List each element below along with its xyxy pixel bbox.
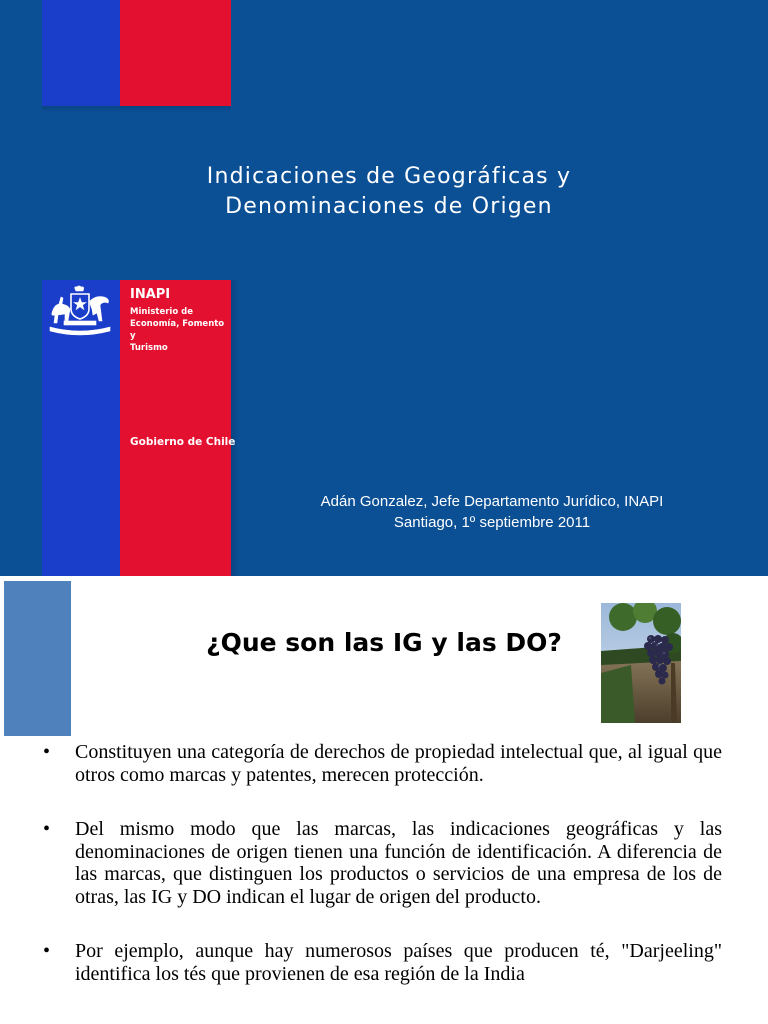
inapi-name: INAPI	[130, 287, 171, 302]
ministry-line-2: Economía, Fomento y	[130, 319, 225, 341]
bullet-marker: •	[43, 818, 51, 840]
slide-title-line-2: Denominaciones de Origen	[225, 194, 553, 219]
flag-shadow	[42, 106, 231, 112]
list-item	[0, 741, 768, 786]
flag-blue-block	[42, 0, 120, 106]
government-label: Gobierno de Chile	[130, 436, 236, 448]
chile-coat-of-arms-icon	[46, 285, 114, 337]
ministry-line-3: Turismo	[130, 343, 168, 353]
flag-red-block	[120, 0, 231, 106]
list-item	[0, 940, 768, 985]
ministry-line-1: Ministerio de	[130, 307, 193, 317]
presenter-line-1: Adán Gonzalez, Jefe Departamento Jurídico, INAPI	[320, 493, 664, 510]
presenter-info	[262, 491, 722, 533]
presenter-line-2: Santiago, 1º septiembre 2011	[393, 514, 591, 531]
bullet-text: Del mismo modo que las marcas, las indicaciones geográficas y las denominaciones de origen tienen una función de identificación. A diferencia de las marcas, que distinguen los productos o servicios de una empresa de los de otras, las IG y DO indican el lugar de origen del producto.	[75, 818, 722, 908]
bullet-text: Constituyen una categoría de derechos de propiedad intelectual que, al igual que otros como marcas y patentes, merecen protección.	[75, 741, 722, 786]
grape-vine-image	[601, 603, 681, 723]
accent-bar	[4, 581, 71, 736]
list-item	[0, 818, 768, 908]
slide-title	[150, 162, 628, 222]
bullet-text: Por ejemplo, aunque hay numerosos países que producen té, "Darjeeling" identifica los tés que provienen de esa región de la India	[75, 940, 722, 985]
bullet-list	[0, 741, 768, 1017]
logo-shadow	[231, 280, 239, 576]
grape-vine-photo	[601, 603, 681, 723]
ministry-text	[130, 306, 230, 354]
content-slide	[0, 576, 768, 1024]
slide-title-line-1: Indicaciones de Geográficas y	[206, 164, 572, 189]
content-slide-title: ¿Que son las IG y las DO?	[206, 628, 562, 657]
bullet-marker: •	[43, 940, 51, 962]
bullet-marker: •	[43, 741, 51, 763]
